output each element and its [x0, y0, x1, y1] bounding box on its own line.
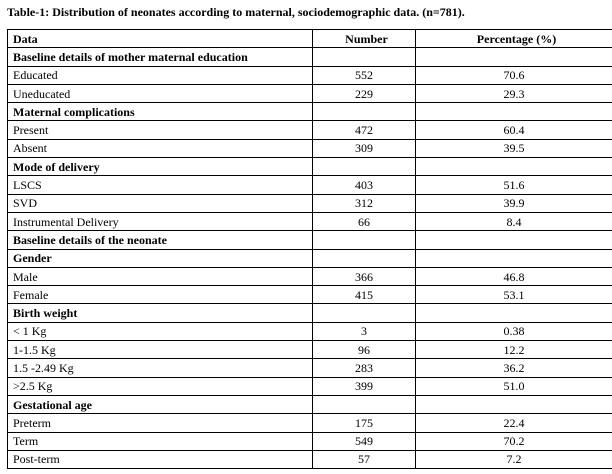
empty-cell [416, 48, 612, 66]
section-row [8, 304, 612, 322]
row-number: 552 [313, 66, 416, 84]
header-data: Data [8, 30, 313, 48]
row-percentage: 8.4 [416, 212, 612, 230]
section-row [8, 103, 612, 121]
row-number: 309 [313, 139, 416, 157]
table-row [8, 194, 612, 212]
empty-cell [416, 304, 612, 322]
row-number: 472 [313, 121, 416, 139]
row-percentage: 22.4 [416, 414, 612, 432]
row-label: Term [8, 432, 313, 450]
section-label: Gender [8, 249, 313, 267]
row-number: 399 [313, 377, 416, 395]
row-percentage: 36.2 [416, 359, 612, 377]
table-row [8, 139, 612, 157]
table-row [8, 377, 612, 395]
table-body [8, 48, 612, 469]
row-label: 1.5 -2.49 Kg [8, 359, 313, 377]
row-label: Male [8, 267, 313, 285]
row-percentage: 7.2 [416, 450, 612, 468]
row-percentage: 70.2 [416, 432, 612, 450]
empty-cell [416, 249, 612, 267]
table-row [8, 359, 612, 377]
section-row [8, 249, 612, 267]
row-label: Present [8, 121, 313, 139]
row-label: Instrumental Delivery [8, 212, 313, 230]
section-label: Baseline details of mother maternal education [8, 48, 313, 66]
row-label: Educated [8, 66, 313, 84]
row-label: Absent [8, 139, 313, 157]
row-percentage: 29.3 [416, 84, 612, 102]
section-label: Mode of delivery [8, 158, 313, 176]
section-label: Birth weight [8, 304, 313, 322]
row-percentage: 51.6 [416, 176, 612, 194]
empty-cell [416, 103, 612, 121]
section-row [8, 48, 612, 66]
table-row [8, 212, 612, 230]
row-number: 403 [313, 176, 416, 194]
table-row [8, 176, 612, 194]
row-percentage: 53.1 [416, 286, 612, 304]
row-label: 1-1.5 Kg [8, 341, 313, 359]
header-number: Number [313, 30, 416, 48]
row-number: 415 [313, 286, 416, 304]
row-label: SVD [8, 194, 313, 212]
row-label: Uneducated [8, 84, 313, 102]
section-label: Baseline details of the neonate [8, 231, 313, 249]
table-row [8, 322, 612, 340]
row-label: LSCS [8, 176, 313, 194]
row-number: 366 [313, 267, 416, 285]
table-header-row [8, 30, 612, 48]
section-label: Gestational age [8, 395, 313, 413]
empty-cell [313, 103, 416, 121]
table-row [8, 267, 612, 285]
distribution-table [7, 29, 612, 469]
row-number: 175 [313, 414, 416, 432]
empty-cell [416, 231, 612, 249]
row-number: 3 [313, 322, 416, 340]
table-row [8, 432, 612, 450]
table-row [8, 341, 612, 359]
row-number: 229 [313, 84, 416, 102]
section-label: Maternal complications [8, 103, 313, 121]
row-number: 312 [313, 194, 416, 212]
empty-cell [313, 48, 416, 66]
row-percentage: 12.2 [416, 341, 612, 359]
empty-cell [416, 395, 612, 413]
row-number: 283 [313, 359, 416, 377]
row-number: 57 [313, 450, 416, 468]
row-label: Preterm [8, 414, 313, 432]
section-row [8, 231, 612, 249]
table-row [8, 450, 612, 468]
row-number: 96 [313, 341, 416, 359]
row-percentage: 39.9 [416, 194, 612, 212]
table-row [8, 286, 612, 304]
row-percentage: 60.4 [416, 121, 612, 139]
row-number: 549 [313, 432, 416, 450]
header-percentage: Percentage (%) [416, 30, 612, 48]
row-label: Female [8, 286, 313, 304]
table-caption: Table-1: Distribution of neonates according to maternal, sociodemographic data. (n=781). [7, 5, 465, 19]
empty-cell [313, 395, 416, 413]
row-percentage: 51.0 [416, 377, 612, 395]
table-row [8, 414, 612, 432]
row-label: Post-term [8, 450, 313, 468]
row-label: < 1 Kg [8, 322, 313, 340]
table-row [8, 66, 612, 84]
row-percentage: 46.8 [416, 267, 612, 285]
empty-cell [313, 231, 416, 249]
empty-cell [416, 158, 612, 176]
empty-cell [313, 304, 416, 322]
section-row [8, 395, 612, 413]
row-number: 66 [313, 212, 416, 230]
row-label: >2.5 Kg [8, 377, 313, 395]
table-row [8, 121, 612, 139]
table-row [8, 84, 612, 102]
section-row [8, 158, 612, 176]
row-percentage: 39.5 [416, 139, 612, 157]
empty-cell [313, 158, 416, 176]
row-percentage: 70.6 [416, 66, 612, 84]
row-percentage: 0.38 [416, 322, 612, 340]
empty-cell [313, 249, 416, 267]
